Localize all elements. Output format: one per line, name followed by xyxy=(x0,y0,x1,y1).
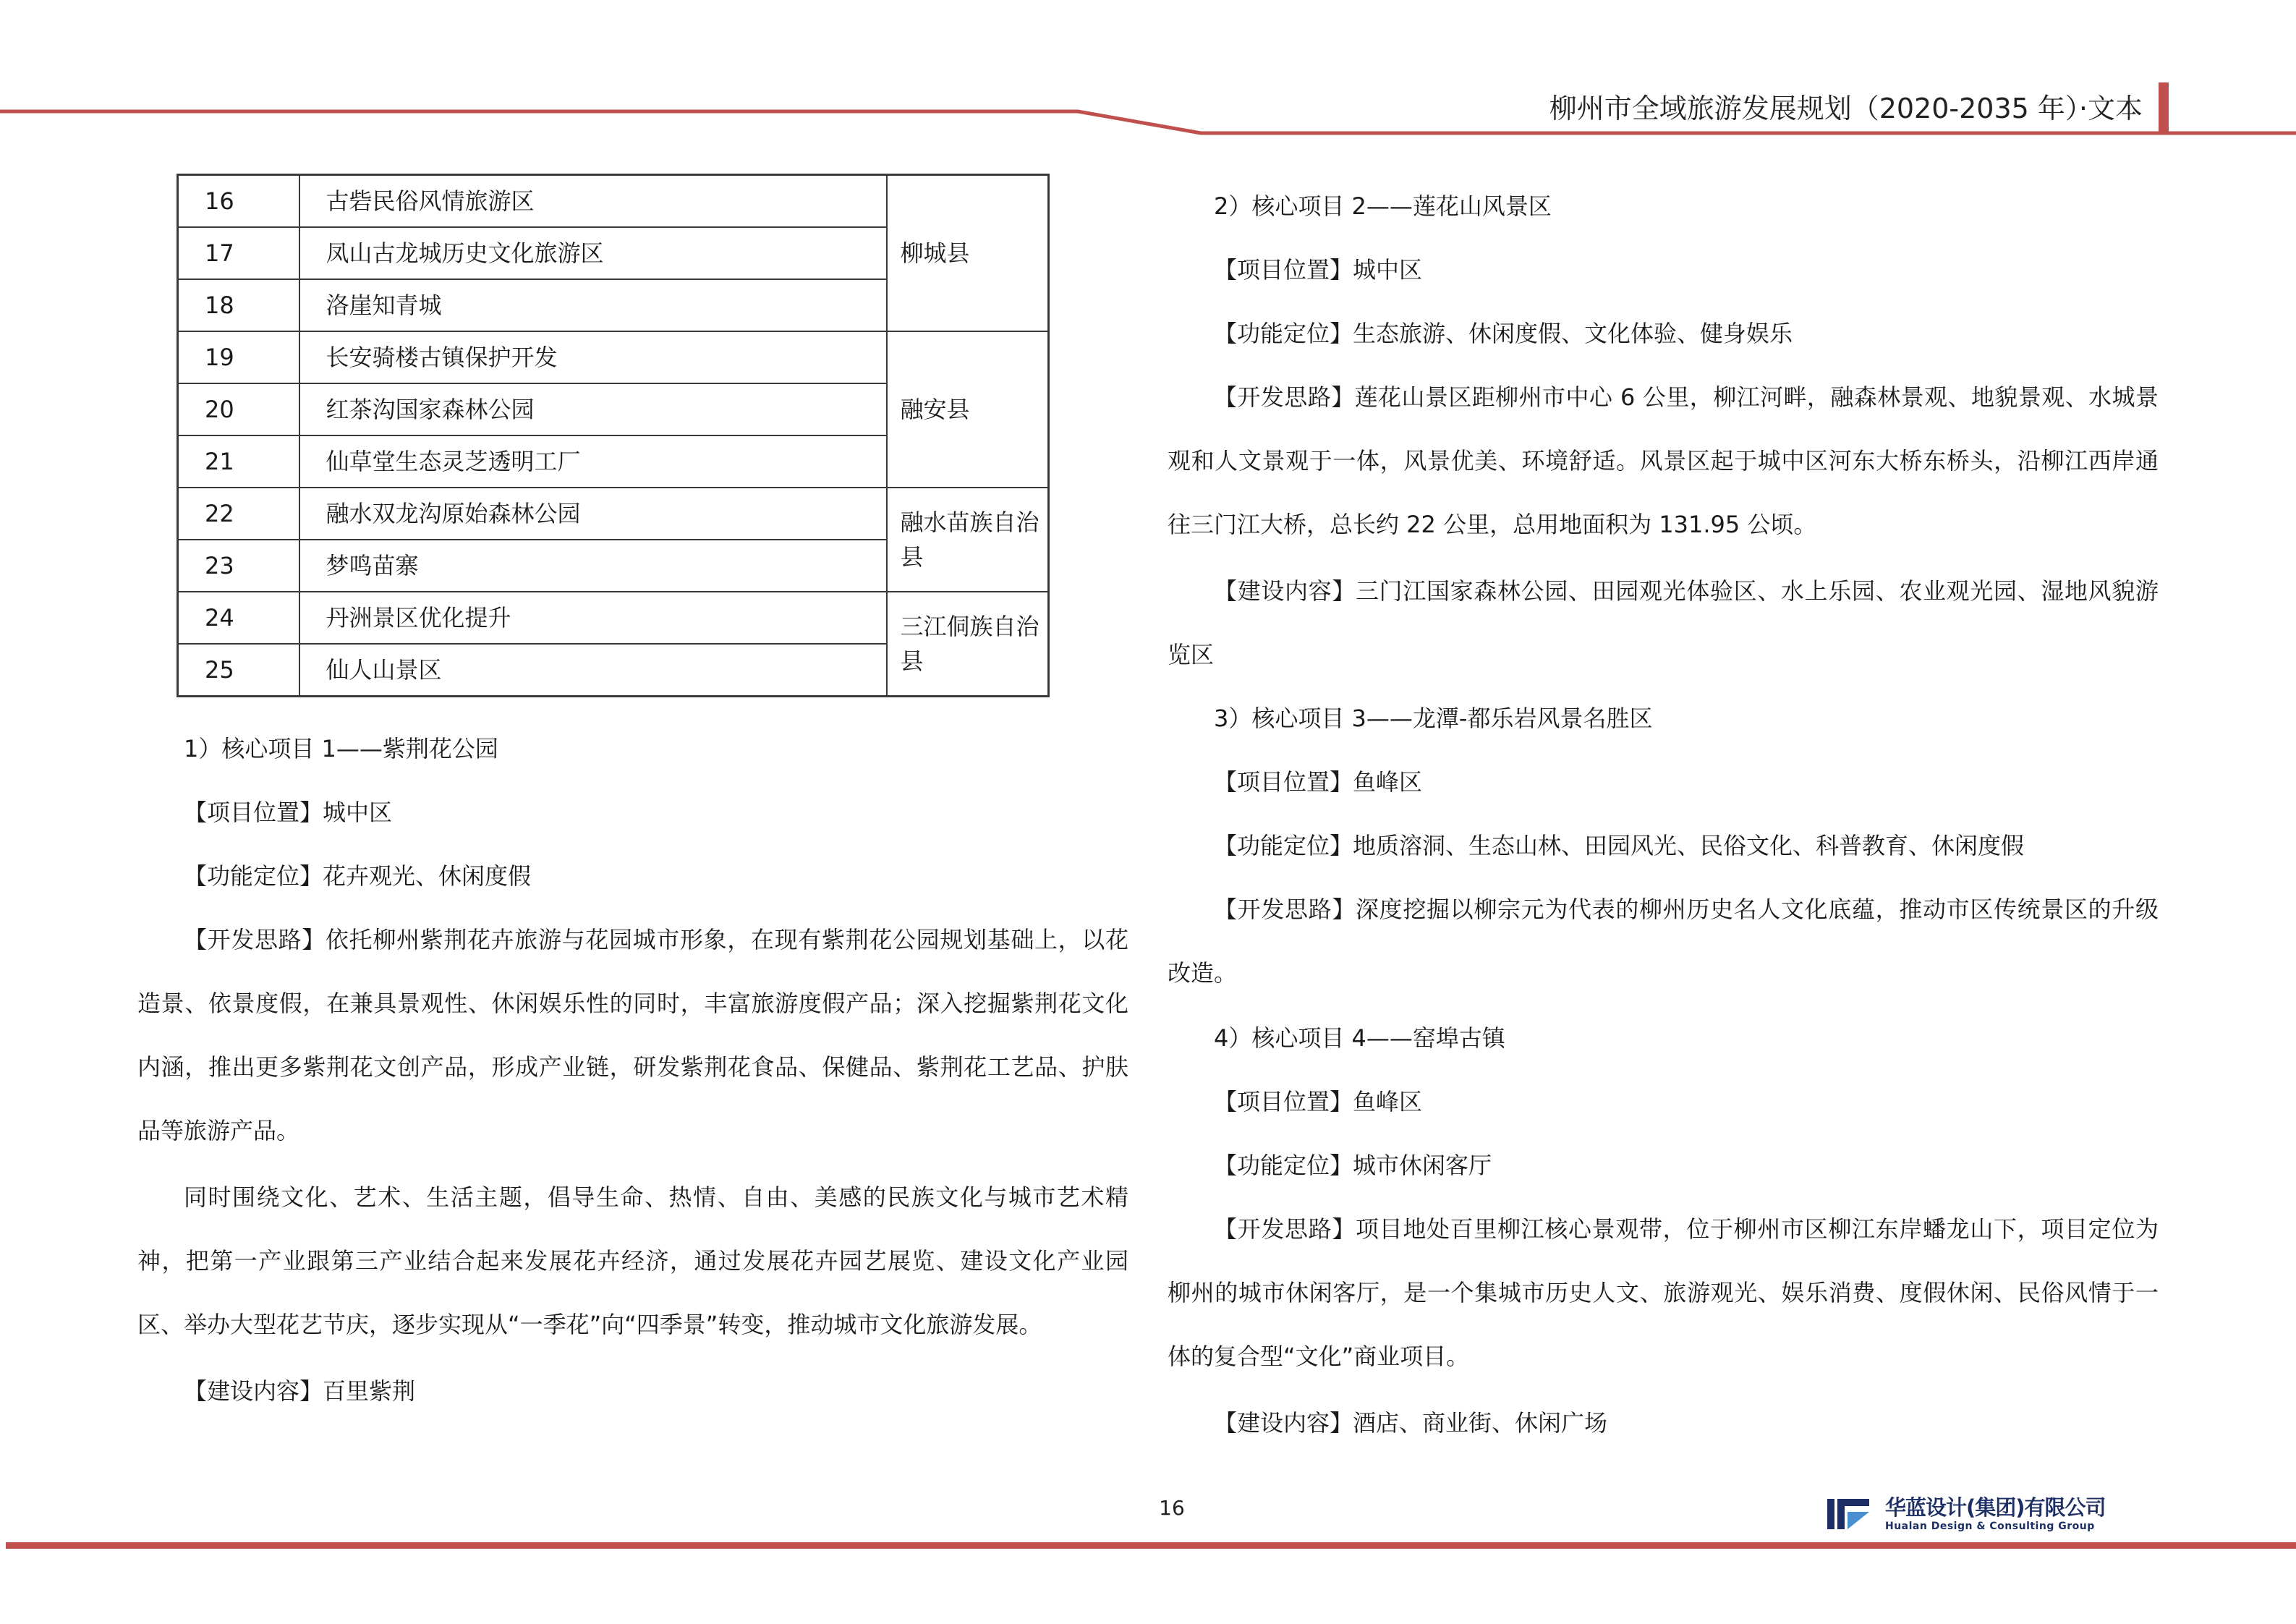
project-1-location: 【项目位置】城中区 xyxy=(184,799,393,826)
project-3-function: 【功能定位】地质溶洞、生态山林、田园风光、民俗文化、科普教育、休闲度假 xyxy=(1214,832,2025,859)
table-row xyxy=(178,175,1049,228)
county-cell: 柳城县 xyxy=(887,175,1049,332)
project-name: 洛崖知青城 xyxy=(299,279,887,331)
company-logo xyxy=(1824,1495,2106,1532)
project-4-title: 4）核心项目 4——窑埠古镇 xyxy=(1214,1024,1505,1052)
project-3-location: 【项目位置】鱼峰区 xyxy=(1214,768,1423,796)
project-name: 红茶沟国家森林公园 xyxy=(299,383,887,435)
project-name: 梦鸣苗寨 xyxy=(299,540,887,592)
project-1-title: 1）核心项目 1——紫荆花公园 xyxy=(184,735,498,762)
project-1-content: 【建设内容】百里紫荆 xyxy=(184,1377,416,1405)
hualan-logo-icon xyxy=(1824,1496,1875,1532)
row-number: 19 xyxy=(178,331,299,383)
project-2-development: 【开发思路】莲花山景区距柳州市中心 6 公里，柳江河畔，融森林景观、地貌景观、水城景观和人文景观于一体，风景优美、环境舒适。风景区起于城中区河东大桥东桥头，沿柳江西岸通往三门江大桥，总长约 22 公里，总用地面积为 131.95 公顷。 xyxy=(1168,383,2159,538)
project-4-development: 【开发思路】项目地处百里柳江核心景观带，位于柳州市区柳江东岸蟠龙山下，项目定位为柳州的城市休闲客厅，是一个集城市历史人文、旅游观光、娱乐消费、度假休闲、民俗风情于一体的复合型“文化”商业项目。 xyxy=(1168,1215,2159,1370)
company-name-en: Hualan Design & Consulting Group xyxy=(1885,1521,2095,1532)
table-row xyxy=(178,331,1049,383)
project-2-content: 【建设内容】三门江国家森林公园、田园观光体验区、水上乐园、农业观光园、湿地风貌游览区 xyxy=(1168,577,2159,668)
project-1-function: 【功能定位】花卉观光、休闲度假 xyxy=(184,862,532,890)
row-number: 16 xyxy=(178,175,299,228)
project-4-function: 【功能定位】城市休闲客厅 xyxy=(1214,1152,1492,1179)
county-cell: 融安县 xyxy=(887,331,1049,488)
row-number: 18 xyxy=(178,279,299,331)
footer-divider xyxy=(6,1542,2296,1549)
project-name: 丹洲景区优化提升 xyxy=(299,592,887,644)
project-name: 古砦民俗风情旅游区 xyxy=(299,175,887,228)
page-number: 16 xyxy=(1159,1496,1185,1520)
document-title: 柳州市全域旅游发展规划（2020-2035 年）·文本 xyxy=(1549,93,2143,124)
project-2-title: 2）核心项目 2——莲花山风景区 xyxy=(1214,192,1552,220)
table-row xyxy=(178,592,1049,644)
project-2-location: 【项目位置】城中区 xyxy=(1214,256,1423,284)
project-table xyxy=(177,174,1050,697)
project-4-location: 【项目位置】鱼峰区 xyxy=(1214,1088,1423,1115)
row-number: 23 xyxy=(178,540,299,592)
project-name: 长安骑楼古镇保护开发 xyxy=(299,331,887,383)
project-name: 融水双龙沟原始森林公园 xyxy=(299,488,887,540)
project-3-development: 【开发思路】深度挖掘以柳宗元为代表的柳州历史名人文化底蕴，推动市区传统景区的升级改造。 xyxy=(1168,896,2159,987)
table-row xyxy=(178,488,1049,540)
project-1-development-cont: 同时围绕文化、艺术、生活主题，倡导生命、热情、自由、美感的民族文化与城市艺术精神，把第一产业跟第三产业结合起来发展花卉经济，通过发展花卉园艺展览、建设文化产业园区、举办大型花艺节庆，逐步实现从“一季花”向“四季景”转变，推动城市文化旅游发展。 xyxy=(137,1183,1128,1338)
row-number: 25 xyxy=(178,644,299,697)
row-number: 21 xyxy=(178,435,299,488)
project-2-function: 【功能定位】生态旅游、休闲度假、文化体验、健身娱乐 xyxy=(1214,320,1793,347)
row-number: 22 xyxy=(178,488,299,540)
county-cell: 融水苗族自治县 xyxy=(887,488,1049,592)
project-1-development: 【开发思路】依托柳州紫荆花卉旅游与花园城市形象，在现有紫荆花公园规划基础上，以花造景、依景度假，在兼具景观性、休闲娱乐性的同时，丰富旅游度假产品；深入挖掘紫荆花文化内涵，推出更多紫荆花文创产品，形成产业链，研发紫荆花食品、保健品、紫荆花工艺品、护肤品等旅游产品。 xyxy=(137,926,1128,1144)
project-3-title: 3）核心项目 3——龙潭-都乐岩风景名胜区 xyxy=(1214,705,1653,732)
project-name: 仙人山景区 xyxy=(299,644,887,697)
row-number: 24 xyxy=(178,592,299,644)
project-4-content: 【建设内容】酒店、商业街、休闲广场 xyxy=(1214,1409,1608,1437)
header-accent-bar xyxy=(2159,82,2169,132)
company-name-cn: 华蓝设计(集团)有限公司 xyxy=(1885,1495,2106,1520)
project-name: 凤山古龙城历史文化旅游区 xyxy=(299,227,887,279)
county-cell: 三江侗族自治县 xyxy=(887,592,1049,697)
row-number: 17 xyxy=(178,227,299,279)
row-number: 20 xyxy=(178,383,299,435)
project-name: 仙草堂生态灵芝透明工厂 xyxy=(299,435,887,488)
